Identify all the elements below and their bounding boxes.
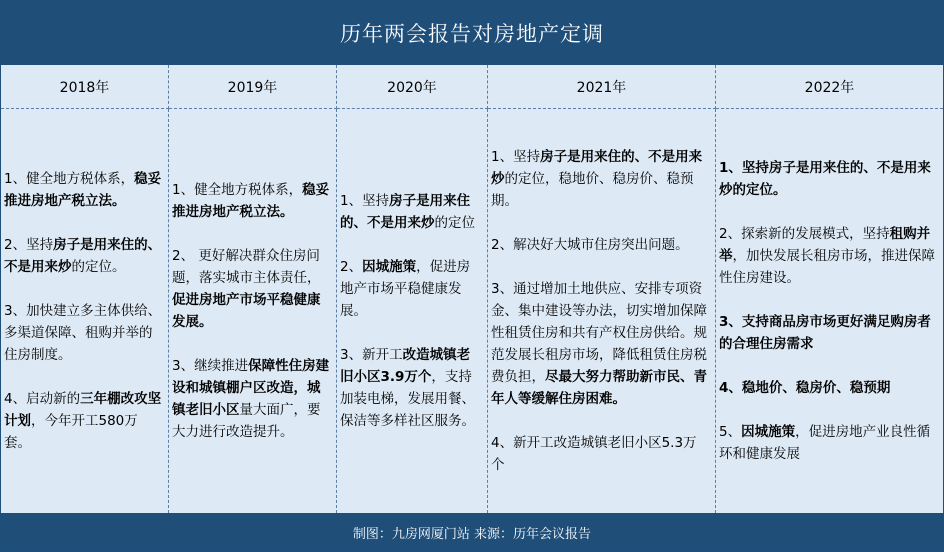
policy-item bbox=[491, 278, 709, 410]
policy-text-bold: 保障性住房建设和城镇棚户区改造，城镇老旧小区 bbox=[172, 358, 330, 418]
policy-text: ，加快发展长租房市场，推进保障性住房建设。 bbox=[719, 248, 935, 286]
policy-text-bold: 房子是用来住的、不是用来炒 bbox=[340, 193, 471, 231]
policy-item bbox=[719, 311, 937, 355]
column-2022 bbox=[716, 109, 943, 513]
policy-item bbox=[491, 234, 709, 256]
policy-text-bold: 租购并举 bbox=[719, 226, 931, 264]
table-title: 历年两会报告对房地产定调 bbox=[1, 1, 943, 65]
policy-item bbox=[491, 146, 709, 212]
policy-text: 4、启动新的 bbox=[4, 391, 81, 407]
policy-item bbox=[172, 179, 330, 223]
policy-text: 2、 更好解决群众住房问题，落实城市主体责任， bbox=[172, 248, 321, 286]
policy-text-bold: 4、稳地价、稳房价、稳预期 bbox=[719, 380, 891, 396]
policy-text: 2、坚持 bbox=[4, 237, 54, 253]
policy-text: ，促进房地产业良性循环和健康发展 bbox=[719, 424, 931, 462]
content-row bbox=[1, 109, 943, 513]
year-header-2021: 2021年 bbox=[488, 65, 716, 109]
policy-text: 2、 bbox=[340, 259, 363, 275]
policy-text-bold: 房子是用来住的、不是用来炒 bbox=[491, 149, 703, 187]
policy-text: 的定位。 bbox=[71, 259, 126, 275]
policy-item bbox=[4, 168, 162, 212]
policy-text: 1、健全地方税体系， bbox=[172, 182, 303, 198]
policy-text: ，今年开工580万套。 bbox=[4, 413, 138, 451]
policy-item bbox=[719, 421, 937, 465]
policy-item bbox=[340, 190, 481, 234]
column-2018 bbox=[1, 109, 169, 513]
policy-text: ，促进房地产市场平稳健康发展。 bbox=[340, 259, 471, 319]
policy-text-bold: 三年棚改攻坚计划 bbox=[4, 391, 162, 429]
policy-text: 的定位 bbox=[434, 215, 475, 231]
policy-text-bold: 因城施策 bbox=[741, 424, 796, 440]
policy-item bbox=[340, 344, 481, 432]
policy-text: 5、 bbox=[719, 424, 742, 440]
policy-text-bold: 稳妥推进房地产税立法。 bbox=[172, 182, 330, 220]
footer-source: 制图：九房网厦门站 来源：历年会议报告 bbox=[1, 513, 943, 551]
policy-text: 3、新开工 bbox=[340, 347, 403, 363]
policy-text-bold: 房子是用来住的、不是用来炒 bbox=[4, 237, 162, 275]
column-2019 bbox=[169, 109, 337, 513]
policy-text: 1、坚持 bbox=[491, 149, 541, 165]
policy-item bbox=[4, 388, 162, 454]
policy-text: 3、通过增加土地供应、安排专项资金、集中建设等办法，切实增加保障性租赁住房和共有产权住房供给。规范发展长租房市场，降低租赁住房税费负担， bbox=[491, 281, 707, 385]
year-header-2019: 2019年 bbox=[169, 65, 337, 109]
policy-text: 量大面广，要大力进行改造提升。 bbox=[172, 402, 321, 440]
policy-text-bold: 尽最大努力帮助新市民、青年人等缓解住房困难。 bbox=[491, 369, 707, 407]
policy-text-bold: 稳妥推进房地产税立法。 bbox=[4, 171, 162, 209]
policy-item bbox=[172, 355, 330, 443]
year-header-row bbox=[1, 65, 943, 109]
year-header-2020: 2020年 bbox=[337, 65, 488, 109]
policy-item bbox=[172, 245, 330, 333]
policy-item bbox=[719, 377, 937, 399]
policy-text: 4、新开工改造城镇老旧小区5.3万个 bbox=[491, 435, 697, 473]
policy-text: ，支持加装电梯，发展用餐、保洁等多样社区服务。 bbox=[340, 369, 475, 429]
policy-item bbox=[4, 234, 162, 278]
policy-text: 2、探索新的发展模式，坚持 bbox=[719, 226, 890, 242]
policy-text: 3、继续推进 bbox=[172, 358, 249, 374]
policy-text-bold: 3、支持商品房市场更好满足购房者的合理住房需求 bbox=[719, 314, 931, 352]
policy-text: 3、加快建立多主体供给、多渠道保障、租购并举的住房制度。 bbox=[4, 303, 162, 363]
policy-text: 1、坚持 bbox=[340, 193, 390, 209]
policy-text: 1、健全地方税体系， bbox=[4, 171, 135, 187]
policy-text-bold: 因城施策 bbox=[362, 259, 417, 275]
column-2021 bbox=[488, 109, 716, 513]
policy-item bbox=[719, 157, 937, 201]
year-header-2018: 2018年 bbox=[1, 65, 169, 109]
policy-text-bold: 促进房地产市场平稳健康发展。 bbox=[172, 292, 321, 330]
policy-text-bold: 1、坚持房子是用来住的、不是用来炒的定位。 bbox=[719, 160, 931, 198]
policy-item bbox=[4, 300, 162, 366]
policy-text: 2、解决好大城市住房突出问题。 bbox=[491, 237, 689, 253]
policy-item bbox=[719, 223, 937, 289]
column-2020 bbox=[337, 109, 488, 513]
policy-text-bold: 改造城镇老旧小区3.9万个 bbox=[340, 347, 471, 385]
policy-item bbox=[340, 256, 481, 322]
policy-text: 的定位，稳地价、稳房价、稳预期。 bbox=[491, 171, 694, 209]
year-header-2022: 2022年 bbox=[716, 65, 943, 109]
policy-item bbox=[491, 432, 709, 476]
